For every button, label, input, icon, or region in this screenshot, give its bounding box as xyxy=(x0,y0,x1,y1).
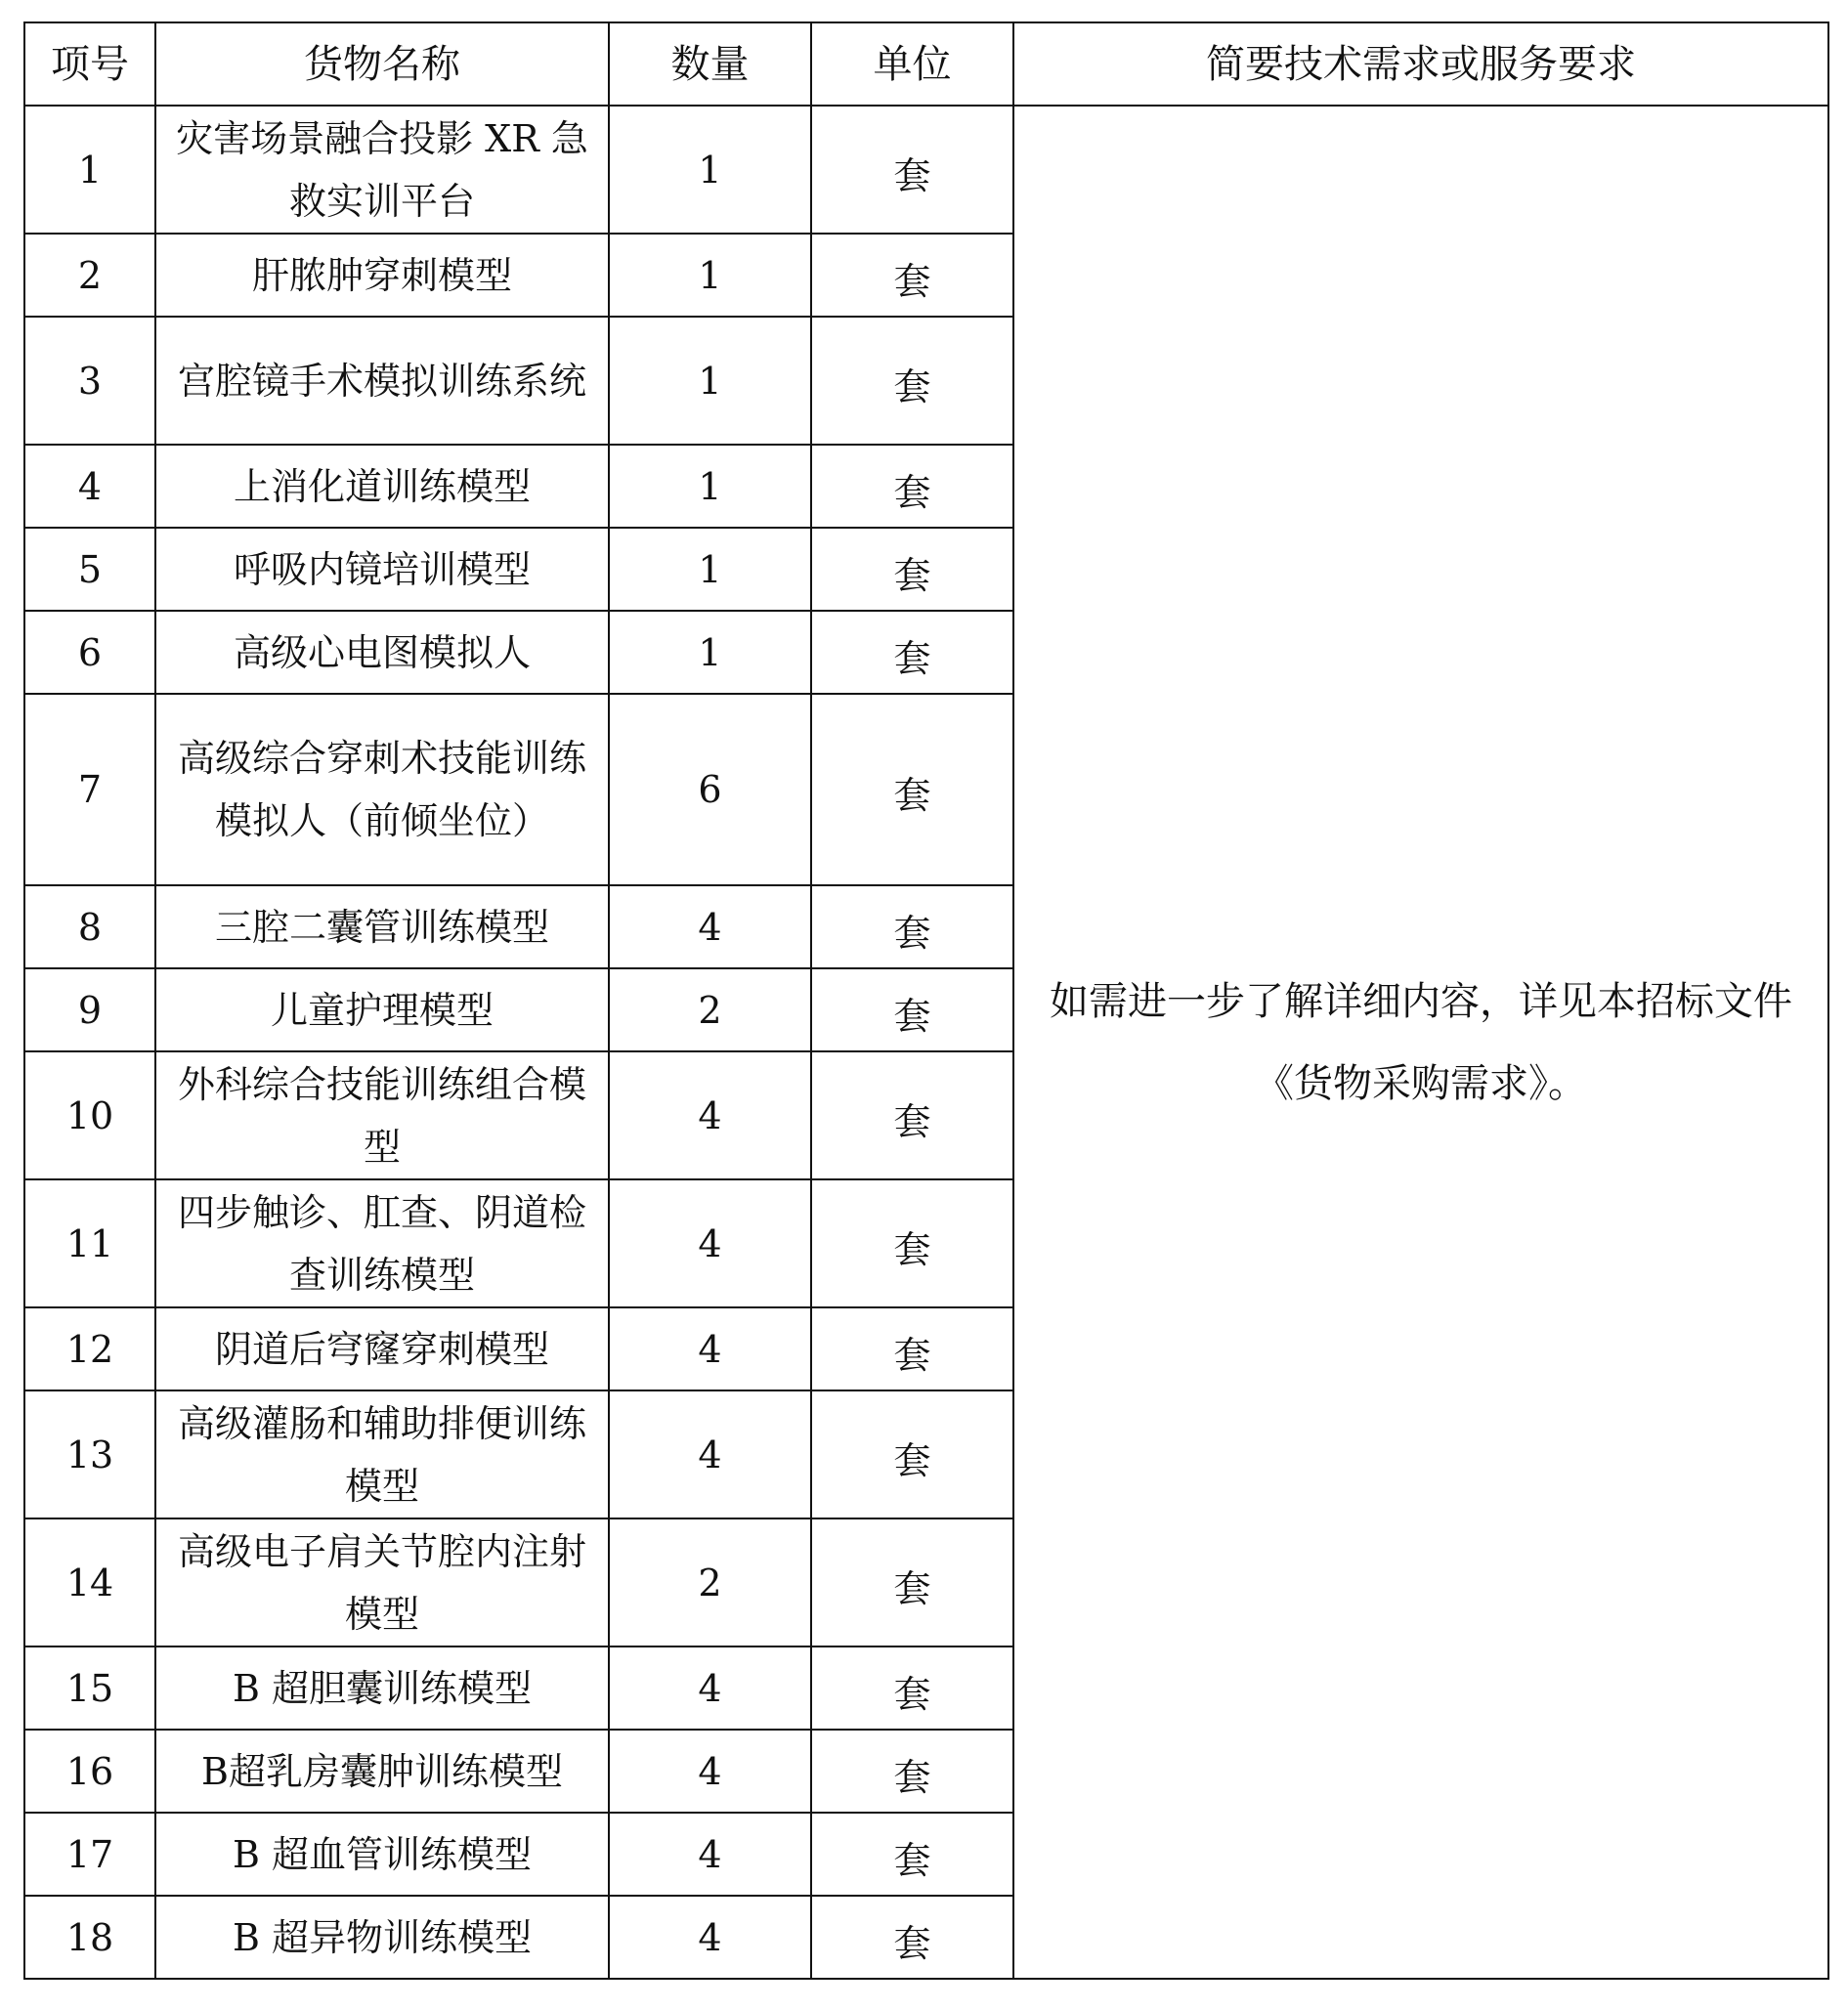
row-index: 12 xyxy=(24,1307,155,1390)
header-name: 货物名称 xyxy=(155,22,609,106)
row-goods-name: 上消化道训练模型 xyxy=(155,445,609,528)
row-index: 2 xyxy=(24,234,155,317)
row-goods-name: B 超血管训练模型 xyxy=(155,1813,609,1896)
row-index: 11 xyxy=(24,1179,155,1307)
row-goods-name: 四步触诊、肛查、阴道检查训练模型 xyxy=(155,1179,609,1307)
row-goods-name: 阴道后穹窿穿刺模型 xyxy=(155,1307,609,1390)
row-index: 1 xyxy=(24,106,155,234)
row-index: 14 xyxy=(24,1518,155,1646)
row-index: 4 xyxy=(24,445,155,528)
row-unit-cell xyxy=(811,528,1013,611)
row-unit-cell xyxy=(811,611,1013,694)
row-unit: 套 xyxy=(893,1566,931,1610)
row-unit: 套 xyxy=(893,994,931,1038)
row-unit-cell xyxy=(811,968,1013,1051)
row-unit: 套 xyxy=(893,364,931,408)
row-unit-cell xyxy=(811,1390,1013,1518)
row-quantity: 4 xyxy=(609,1646,811,1730)
header-unit: 单位 xyxy=(811,22,1013,106)
row-unit: 套 xyxy=(893,259,931,303)
row-index: 3 xyxy=(24,317,155,445)
row-index: 15 xyxy=(24,1646,155,1730)
table-body xyxy=(24,106,1828,1979)
row-goods-name: B 超胆囊训练模型 xyxy=(155,1646,609,1730)
row-unit-cell xyxy=(811,1307,1013,1390)
row-quantity: 4 xyxy=(609,1179,811,1307)
row-unit-cell xyxy=(811,106,1013,234)
row-goods-name: B 超异物训练模型 xyxy=(155,1896,609,1979)
procurement-table xyxy=(23,21,1829,1980)
row-quantity: 4 xyxy=(609,1730,811,1813)
row-goods-name: 高级灌肠和辅助排便训练模型 xyxy=(155,1390,609,1518)
row-unit-cell xyxy=(811,1646,1013,1730)
row-unit: 套 xyxy=(893,774,931,817)
row-quantity: 4 xyxy=(609,1896,811,1979)
row-quantity: 4 xyxy=(609,1813,811,1896)
row-quantity: 1 xyxy=(609,445,811,528)
row-goods-name: 肝脓肿穿刺模型 xyxy=(155,234,609,317)
row-index: 7 xyxy=(24,694,155,885)
header-quantity: 数量 xyxy=(609,22,811,106)
row-quantity: 1 xyxy=(609,528,811,611)
row-unit-cell xyxy=(811,1518,1013,1646)
row-unit-cell xyxy=(811,1730,1013,1813)
row-unit-cell xyxy=(811,445,1013,528)
row-index: 17 xyxy=(24,1813,155,1896)
row-goods-name: B超乳房囊肿训练模型 xyxy=(155,1730,609,1813)
row-quantity: 2 xyxy=(609,968,811,1051)
row-unit-cell xyxy=(811,1813,1013,1896)
row-index: 9 xyxy=(24,968,155,1051)
row-goods-name: 三腔二囊管训练模型 xyxy=(155,885,609,968)
row-index: 16 xyxy=(24,1730,155,1813)
row-unit: 套 xyxy=(893,1333,931,1377)
row-quantity: 4 xyxy=(609,1307,811,1390)
row-unit: 套 xyxy=(893,911,931,955)
row-index: 8 xyxy=(24,885,155,968)
row-quantity: 2 xyxy=(609,1518,811,1646)
row-goods-name: 高级电子肩关节腔内注射模型 xyxy=(155,1518,609,1646)
row-goods-name: 灾害场景融合投影 XR 急救实训平台 xyxy=(155,106,609,234)
row-unit: 套 xyxy=(893,1921,931,1965)
row-quantity: 4 xyxy=(609,885,811,968)
row-index: 18 xyxy=(24,1896,155,1979)
row-quantity: 1 xyxy=(609,234,811,317)
row-quantity: 1 xyxy=(609,611,811,694)
row-unit: 套 xyxy=(893,1672,931,1716)
row-unit-cell xyxy=(811,234,1013,317)
row-unit-cell xyxy=(811,694,1013,885)
row-quantity: 1 xyxy=(609,317,811,445)
row-goods-name: 儿童护理模型 xyxy=(155,968,609,1051)
row-unit-cell xyxy=(811,1179,1013,1307)
row-quantity: 4 xyxy=(609,1051,811,1179)
row-unit: 套 xyxy=(893,1438,931,1482)
row-goods-name: 呼吸内镜培训模型 xyxy=(155,528,609,611)
header-requirements: 简要技术需求或服务要求 xyxy=(1013,22,1828,106)
row-goods-name: 外科综合技能训练组合模型 xyxy=(155,1051,609,1179)
table-row xyxy=(24,106,1828,234)
row-quantity: 4 xyxy=(609,1390,811,1518)
row-quantity: 6 xyxy=(609,694,811,885)
requirements-cell: 如需进一步了解详细内容，详见本招标文件《货物采购需求》。 xyxy=(1013,106,1828,1979)
row-quantity: 1 xyxy=(609,106,811,234)
row-unit: 套 xyxy=(893,470,931,514)
row-unit-cell xyxy=(811,1896,1013,1979)
row-goods-name: 宫腔镜手术模拟训练系统 xyxy=(155,317,609,445)
row-unit: 套 xyxy=(893,1099,931,1143)
header-index: 项号 xyxy=(24,22,155,106)
row-unit: 套 xyxy=(893,153,931,197)
row-unit-cell xyxy=(811,317,1013,445)
row-unit-cell xyxy=(811,1051,1013,1179)
row-goods-name: 高级综合穿刺术技能训练模拟人（前倾坐位） xyxy=(155,694,609,885)
row-index: 13 xyxy=(24,1390,155,1518)
row-index: 6 xyxy=(24,611,155,694)
row-unit: 套 xyxy=(893,1227,931,1271)
row-unit-cell xyxy=(811,885,1013,968)
row-unit: 套 xyxy=(893,1838,931,1882)
header-row xyxy=(24,22,1828,106)
row-goods-name: 高级心电图模拟人 xyxy=(155,611,609,694)
row-unit: 套 xyxy=(893,1755,931,1799)
row-index: 10 xyxy=(24,1051,155,1179)
row-unit: 套 xyxy=(893,553,931,597)
row-index: 5 xyxy=(24,528,155,611)
row-unit: 套 xyxy=(893,636,931,680)
